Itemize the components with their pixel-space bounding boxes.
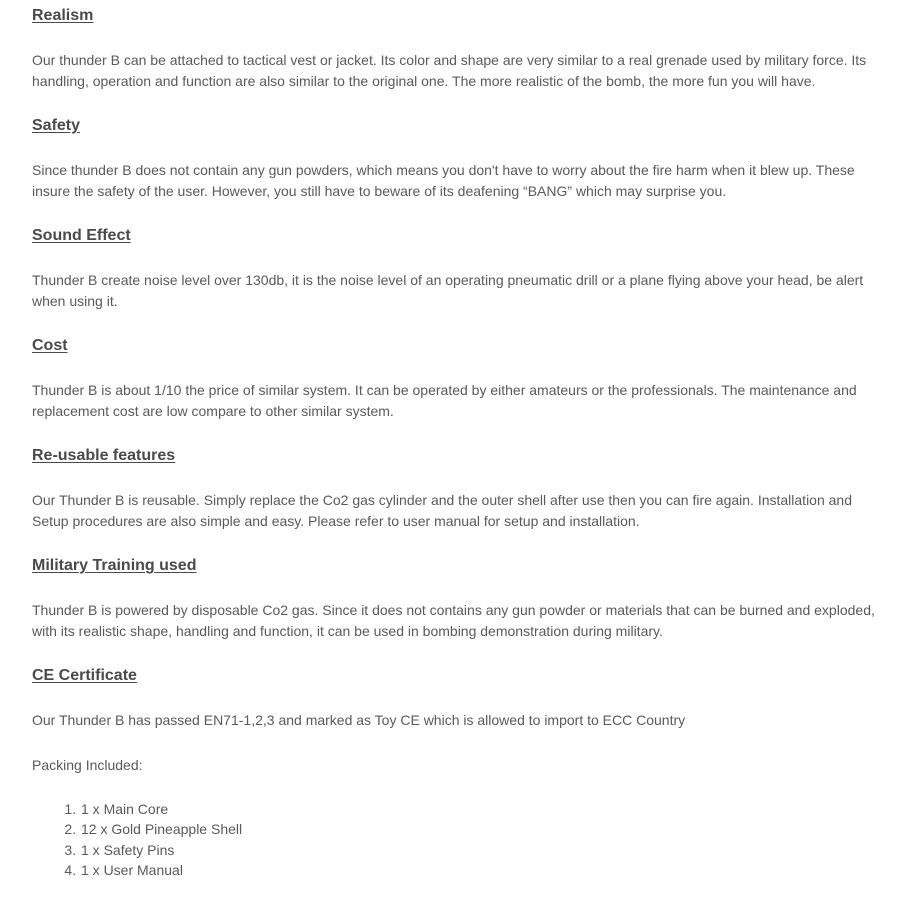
- section-text: Thunder B is about 1/10 the price of similar system. It can be operated by either amateurs or the professionals. The maintenance and replacement cost are low compare to other similar system.: [32, 382, 857, 419]
- section-heading: CE Certificate: [32, 667, 137, 684]
- section-heading: Realism: [32, 7, 94, 24]
- section-heading: Re-usable features: [32, 447, 176, 464]
- section-heading: Military Training used: [32, 557, 197, 574]
- section-heading: Cost: [32, 337, 68, 354]
- packing-list: [32, 799, 242, 881]
- list-item: 4. 1 x User Manual: [80, 860, 242, 880]
- section-heading: Safety: [32, 117, 81, 134]
- packing-label: Packing Included:: [32, 757, 143, 773]
- section-text: Since thunder B does not contain any gun powders, which means you don't have to worry about the fire harm when it blew up. These insure the safety of the user. However, you still have to beware of its deafening “BANG” which may surprise you.: [32, 162, 855, 199]
- list-item: 2. 12 x Gold Pineapple Shell: [80, 819, 242, 839]
- section-heading: Sound Effect: [32, 227, 131, 244]
- list-item: 3. 1 x Safety Pins: [80, 840, 242, 860]
- section-text: Our Thunder B has passed EN71-1,2,3 and marked as Toy CE which is allowed to import to ECC Country: [32, 712, 686, 728]
- section-text: Our Thunder B is reusable. Simply replace the Co2 gas cylinder and the outer shell after use then you can fire again. Installation and Setup procedures are also simple and easy. Please refer to user manual for setup and installation.: [32, 492, 852, 529]
- section-text: Thunder B is powered by disposable Co2 gas. Since it does not contains any gun powder or materials that can be burned and exploded, with its realistic shape, handling and function, it can be used in bombing demonstration during military.: [32, 602, 875, 639]
- list-item: 1. 1 x Main Core: [80, 799, 242, 819]
- section-text: Thunder B create noise level over 130db, it is the noise level of an operating pneumatic drill or a plane flying above your head, be alert when using it.: [32, 272, 864, 309]
- section-text: Our thunder B can be attached to tactical vest or jacket. Its color and shape are very similar to a real grenade used by military force. Its handling, operation and function are also similar to the original one. The more realistic of the bomb, the more fun you will have.: [32, 52, 867, 89]
